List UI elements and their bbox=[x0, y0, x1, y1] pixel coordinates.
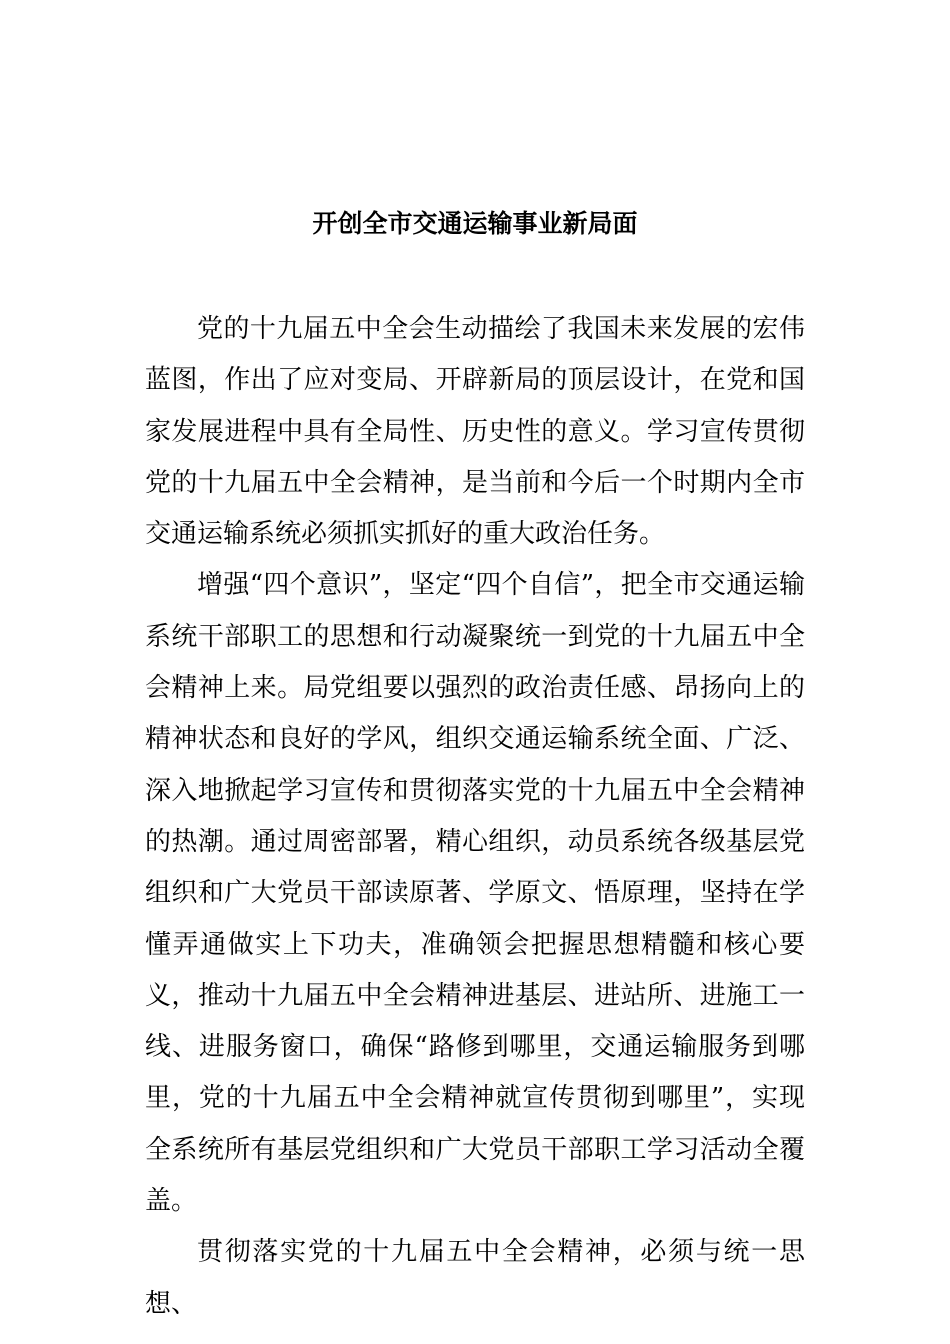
document-body bbox=[145, 304, 805, 1330]
paragraph-1: 党的十九届五中全会生动描绘了我国未来发展的宏伟蓝图，作出了应对变局、开辟新局的顶层设计，在党和国家发展进程中具有全局性、历史性的意义。学习宣传贯彻党的十九届五中全会精神，是当前和今后一个时期内全市交通运输系统必须抓实抓好的重大政治任务。 bbox=[145, 314, 805, 550]
paragraph-2: 增强“四个意识”，坚定“四个自信”，把全市交通运输系统干部职工的思想和行动凝聚统一到党的十九届五中全会精神上来。局党组要以强烈的政治责任感、昂扬向上的精神状态和良好的学风，组织交通运输系统全面、广泛、深入地掀起学习宣传和贯彻落实党的十九届五中全会精神的热潮。通过周密部署，精心组织，动员系统各级基层党组织和广大党员干部读原著、学原文、悟原理，坚持在学懂弄通做实上下功夫，准确领会把握思想精髓和核心要义，推动十九届五中全会精神进基层、进站所、进施工一线、进服务窗口，确保“路修到哪里，交通运输服务到哪里，党的十九届五中全会精神就宣传贯彻到哪里”，实现全系统所有基层党组织和广大党员干部职工学习活动全覆盖。 bbox=[145, 570, 805, 1217]
document-title: 开创全市交通运输事业新局面 bbox=[312, 209, 638, 238]
paragraph-3: 贯彻落实党的十九届五中全会精神，必须与统一思想、 bbox=[145, 1237, 805, 1319]
